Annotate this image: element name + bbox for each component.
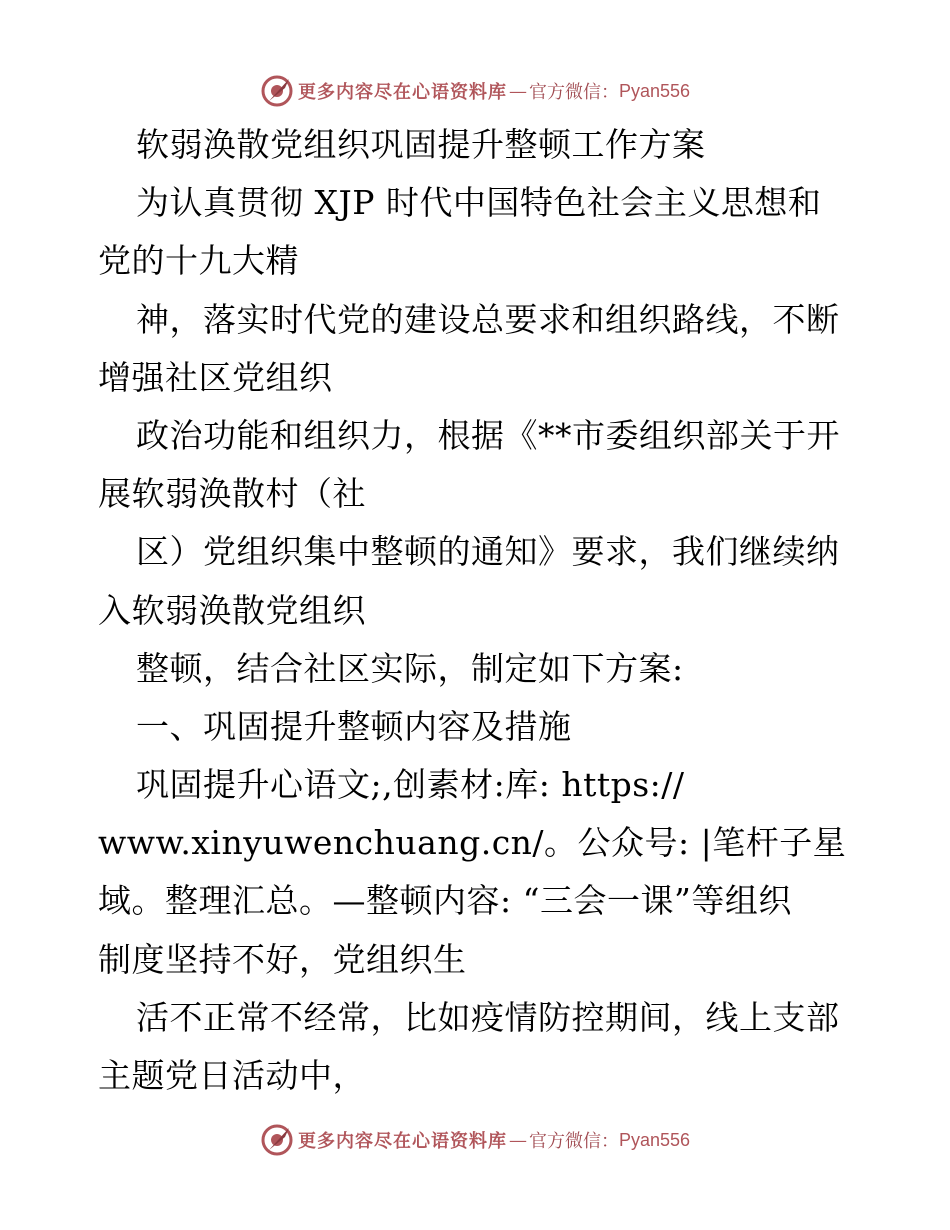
quill-logo-icon — [260, 1123, 294, 1157]
footer-official-label: 官方微信： — [528, 1131, 619, 1152]
header-brand-text: 更多内容尽在心语资料库 — [297, 82, 507, 103]
body-line: 党的十九大精 — [98, 241, 299, 281]
body-line: www.xinyuwenchuang.cn/。公众号: |笔杆子星 — [98, 823, 847, 863]
section-heading: 一、巩固提升整顿内容及措施 — [136, 706, 572, 746]
document-body — [98, 116, 868, 1105]
body-line: 制度坚持不好，党组织生 — [98, 939, 467, 979]
body-line: 增强社区党组织 — [98, 357, 333, 397]
footer-wechat-handle: Pyan556 — [618, 1129, 691, 1150]
body-line: 展软弱涣散村（社 — [98, 474, 366, 514]
body-line: 活不正常不经常，比如疫情防控期间，线上支部 — [136, 997, 840, 1037]
body-line: 区）党组织集中整顿的通知》要求，我们继续纳 — [136, 532, 840, 572]
body-line: 神，落实时代党的建设总要求和组织路线，不断 — [136, 299, 840, 339]
body-line: 政治功能和组织力，根据《**市委组织部关于开 — [136, 415, 840, 455]
header-wechat-handle: Pyan556 — [618, 80, 691, 101]
document-title: 软弱涣散党组织巩固提升整顿工作方案 — [136, 125, 706, 164]
body-line: 入软弱涣散党组织 — [98, 590, 366, 630]
header-official-label: 官方微信： — [528, 82, 619, 103]
footer-banner — [0, 1120, 950, 1160]
footer-dash: — — [508, 1129, 527, 1151]
body-line: 整顿，结合社区实际，制定如下方案: — [136, 648, 684, 688]
header-dash: — — [508, 80, 527, 102]
body-line: 巩固提升心语文;,创素材:库: https:// — [136, 765, 685, 805]
body-line: 主题党日活动中， — [98, 1056, 366, 1095]
body-line: 域。整理汇总。—整顿内容: “三会一课”等组织 — [98, 881, 792, 921]
quill-logo-icon — [260, 74, 294, 108]
body-line: 为认真贯彻 XJP 时代中国特色社会主义思想和 — [136, 183, 822, 223]
footer-brand-text: 更多内容尽在心语资料库 — [297, 1131, 507, 1152]
header-banner — [0, 71, 950, 111]
